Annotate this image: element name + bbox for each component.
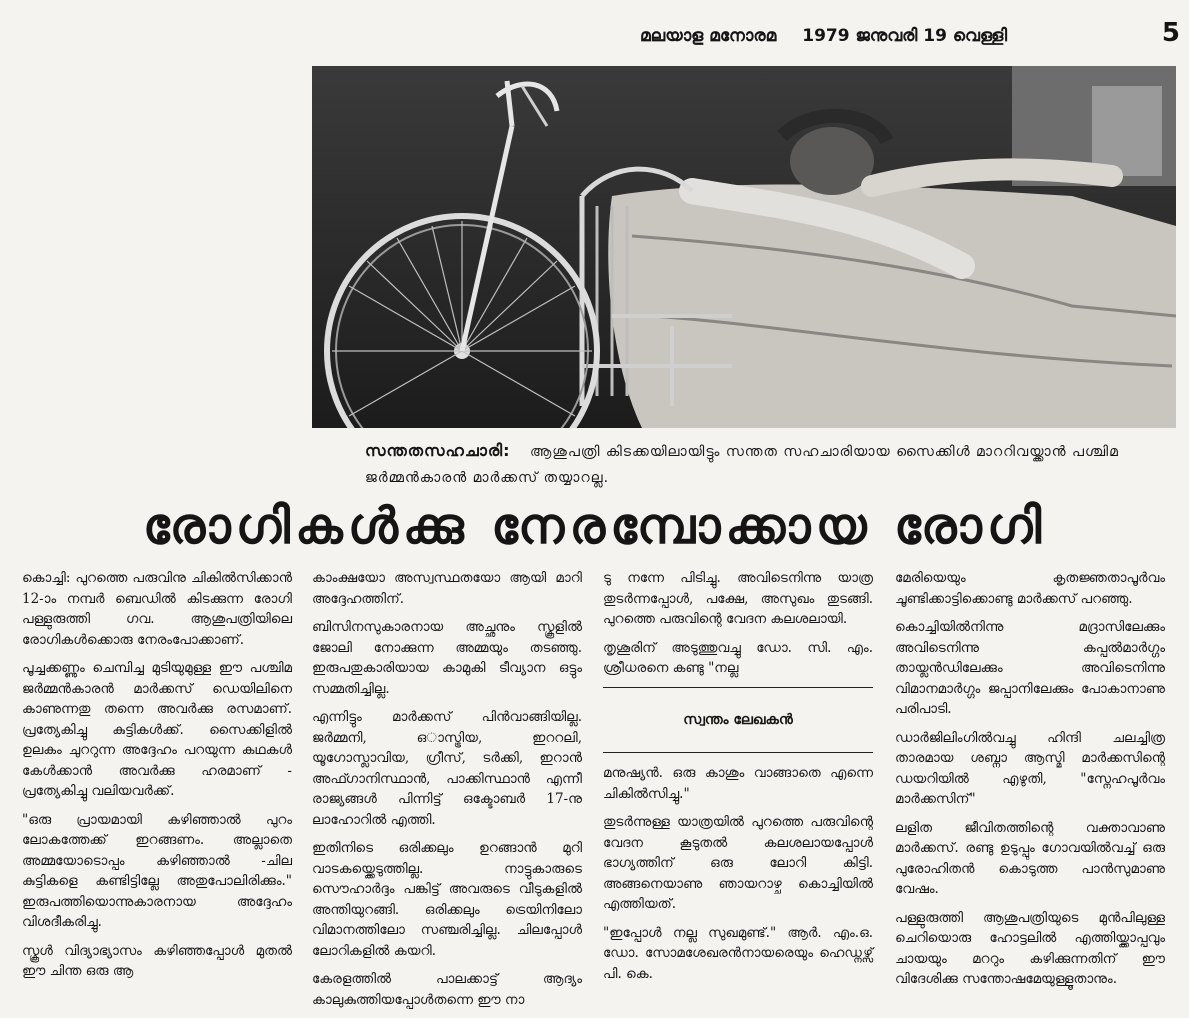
hospital-bed-bicycle-photo [312, 66, 1176, 428]
article-headline: രോഗികൾക്കു നേരമ്പോക്കായ രോഗി [142, 497, 1047, 555]
paragraph: കൊച്ചി: പുറത്തെ പരുവിനു ചികിൽസിക്കാൻ 12-ാം നമ്പർ ബെഡിൽ കിടക്കുന്ന രോഗി പള്ളുരുത്തി ഗവ. ആശുപത്രിയിലെ രോഗികൾക്കൊരു നേരംപോക്കാണ്. [22, 570, 292, 648]
paragraph: പൂച്ചക്കണ്ണും ചെമ്പിച്ച മുടിയുമുള്ള ഈ പശ്ചിമ ജർമ്മൻകാരൻ മാർക്കസ് ഡെയിലിനെ കാണുന്നതു തന്നെ അവർക്കു രസമാണ്. പ്രത്യേകിച്ചു കുട്ടികൾക്ക്. സൈക്കിളിൽ ഉലകം ചുററുന്ന അദ്ദേഹം പറയുന്ന കഥകൾ കേൾക്കാൻ അവർക്കു ഹരമാണ് - പ്രത്യേകിച്ചു വലിയവർക്ക്. [22, 660, 292, 799]
paragraph: പള്ളുരുത്തി ആശുപത്രിയുടെ മുൻപിലുള്ള ചെറിയൊരു ഹോട്ടലിൽ എത്തിയ്ക്കാപ്പവും ചായയും മററും കഴിക്കുന്നതിന് ഈ വിദേശിക്കു സന്തോഷമേയുള്ളൂതാനും. [895, 909, 1165, 987]
article-column-3 [603, 568, 873, 992]
article-column-4 [895, 568, 1165, 998]
paragraph: മനുഷ്യൻ. ഒരു കാശും വാങ്ങാതെ എന്നെ ചികിൽസിച്ചു." [603, 765, 873, 802]
paragraph: "ഇപ്പോൾ നല്ല സുഖമുണ്ട്." ആർ. എം.ഒ. ഡോ. സോമശേഖരൻനായരെയും ഹെഡ്നഴ്സ് പി. കെ. [603, 924, 873, 982]
newspaper-name: മലയാള മനോരമ [640, 26, 777, 46]
paragraph: ഡാർജിലിംഗിൽവച്ചു ഹിന്ദി ചലച്ചിത്ര താരമായ ശബ്നാ ആസ്മി മാർക്കസിന്റെ ഡയറിയിൽ എഴുതി, "സ്നേഹപൂർവം മാർക്കസിന്" [895, 729, 1165, 807]
news-photo [312, 66, 1176, 428]
caption-text: ആശുപത്രി കിടക്കയിലായിട്ടും സന്തത സഹചാരിയായ സൈക്കിൾ മാററിവയ്ക്കാൻ പശ്ചിമ ജർമ്മൻകാരൻ മാർക്കസ് തയ്യാറല്ല. [365, 444, 1119, 486]
paragraph: ഇതിനിടെ ഒരിക്കലും ഉറങ്ങാൻ മുറി വാടകയ്ക്കെടുത്തില്ല. നാട്ടുകാരുടെ സൌഹാർദ്ദം പങ്കിട്ട് അവരുടെ വീടുകളിൽ അന്തിയുറങ്ങി. ഒരിക്കലും ട്രെയിനിലോ വിമാനത്തിലോ സഞ്ചരിച്ചില്ല. ചിലപ്പോൾ ലോറികളിൽ കയറി. [312, 840, 582, 959]
paragraph: കേരളത്തിൽ പാലക്കാട്ട് ആദ്യം കാലുകുത്തിയപ്പോൾതന്നെ ഈ നാ [312, 971, 582, 1008]
masthead [640, 18, 1180, 48]
paragraph: തൃശൂരിന് അടുത്തുവച്ചു ഡോ. സി. എം. ശ്രീധരനെ കണ്ടു "നല്ല [603, 639, 873, 676]
page-number: 5 [1161, 18, 1180, 48]
article-column-2 [312, 568, 582, 1018]
paragraph: ബിസിനസുകാരനായ അച്ഛനും സ്കൂളിൽ ജോലി നോക്കുന്ന അമ്മയും തടഞ്ഞു. ഇരുപതുകാരിയായ കാമുകി ടീവ്യാന ഒട്ടും സമ്മതിച്ചില്ല. [312, 619, 582, 697]
caption-title: സന്തതസഹചാരി: [365, 441, 511, 460]
article-column-1 [22, 568, 292, 990]
photo-caption [365, 438, 1165, 491]
paragraph: എന്നിട്ടും മാർക്കസ് പിൻവാങ്ങിയില്ല. ജർമ്മനി, ഒാസ്ട്രിയ, ഇററലി, യൂഗോസ്ലാവിയ, ഗ്രീസ്, ടർക്കി, ഇറാൻ അഫ്ഗാനിസ്ഥാൻ, പാക്കിസ്ഥാൻ എന്നീ രാജ്യങ്ങൾ പിന്നിട്ട് ഒക്ടോബർ 17-നു ലാഹോറിൽ എത്തി. [312, 709, 582, 828]
paragraph: കൊച്ചിയിൽനിന്നു മദ്രാസിലേക്കും അവിടെനിന്നു കപ്പൽമാർഗ്ഗം തായ്ലൻഡിലേക്കും അവിടെനിന്നു വിമാനമാർഗ്ഗം ജപ്പാനിലേക്കും പോകാനാണു പരിപാടി. [895, 619, 1165, 717]
paragraph: ലളിത ജീവിതത്തിന്റെ വക്താവാണു മാർക്കസ്. രണ്ടു ഉടുപ്പും ഗോവയിൽവച്ച് ഒരു പുരോഹിതൻ കൊടുത്ത പാൻസുമാണു വേഷം. [895, 819, 1165, 897]
byline: സ്വന്തം ലേഖകൻ [603, 687, 873, 754]
issue-date: 1979 ജനുവരി 19 വെള്ളി [802, 26, 1008, 46]
paragraph: "ഒരു പ്രായമായി കഴിഞ്ഞാൽ പുറം ലോകത്തേക്ക് ഇറങ്ങണം. അല്ലാതെ അമ്മയോടൊപ്പം കഴിഞ്ഞാൽ -ചില കുട്ടികളെ കണ്ടിട്ടില്ലേ അതുപോലിരിക്കും." ഇരുപത്തിയൊന്നുകാരനായ അദ്ദേഹം വിശദീകരിച്ചു. [22, 811, 292, 930]
paragraph: സ്കൂൾ വിദ്യാഭ്യാസം കഴിഞ്ഞപ്പോൾ മുതൽ ഈ ചിന്ത ഒരു ആ [22, 942, 292, 979]
paragraph: മേരിയെയും കൃതജ്ഞതാപൂർവം ചൂണ്ടിക്കാട്ടിക്കൊണ്ടു മാർക്കസ് പറഞ്ഞു. [895, 570, 1165, 607]
paragraph: കാംക്ഷയോ അസ്വസ്ഥതയോ ആയി മാറി അദ്ദേഹത്തിന്. [312, 570, 582, 607]
paragraph: ടു നന്നേ പിടിച്ചു. അവിടെനിന്നു യാത്ര തുടർന്നപ്പോൾ, പക്ഷേ, അസുഖം തുടങ്ങി. പുറത്തെ പരുവിന്റെ വേദന കലശലായി. [603, 570, 873, 627]
paragraph: തുടർന്നുള്ള യാത്രയിൽ പുറത്തെ പരുവിന്റെ വേദന കൂടുതൽ കലശലായപ്പോൾ ഭാഗ്യത്തിന് ഒരു ലോറി കിട്ടി. അങ്ങനെയാണു ഞായറാഴ്ച കൊച്ചിയിൽ എത്തിയത്. [603, 814, 873, 912]
